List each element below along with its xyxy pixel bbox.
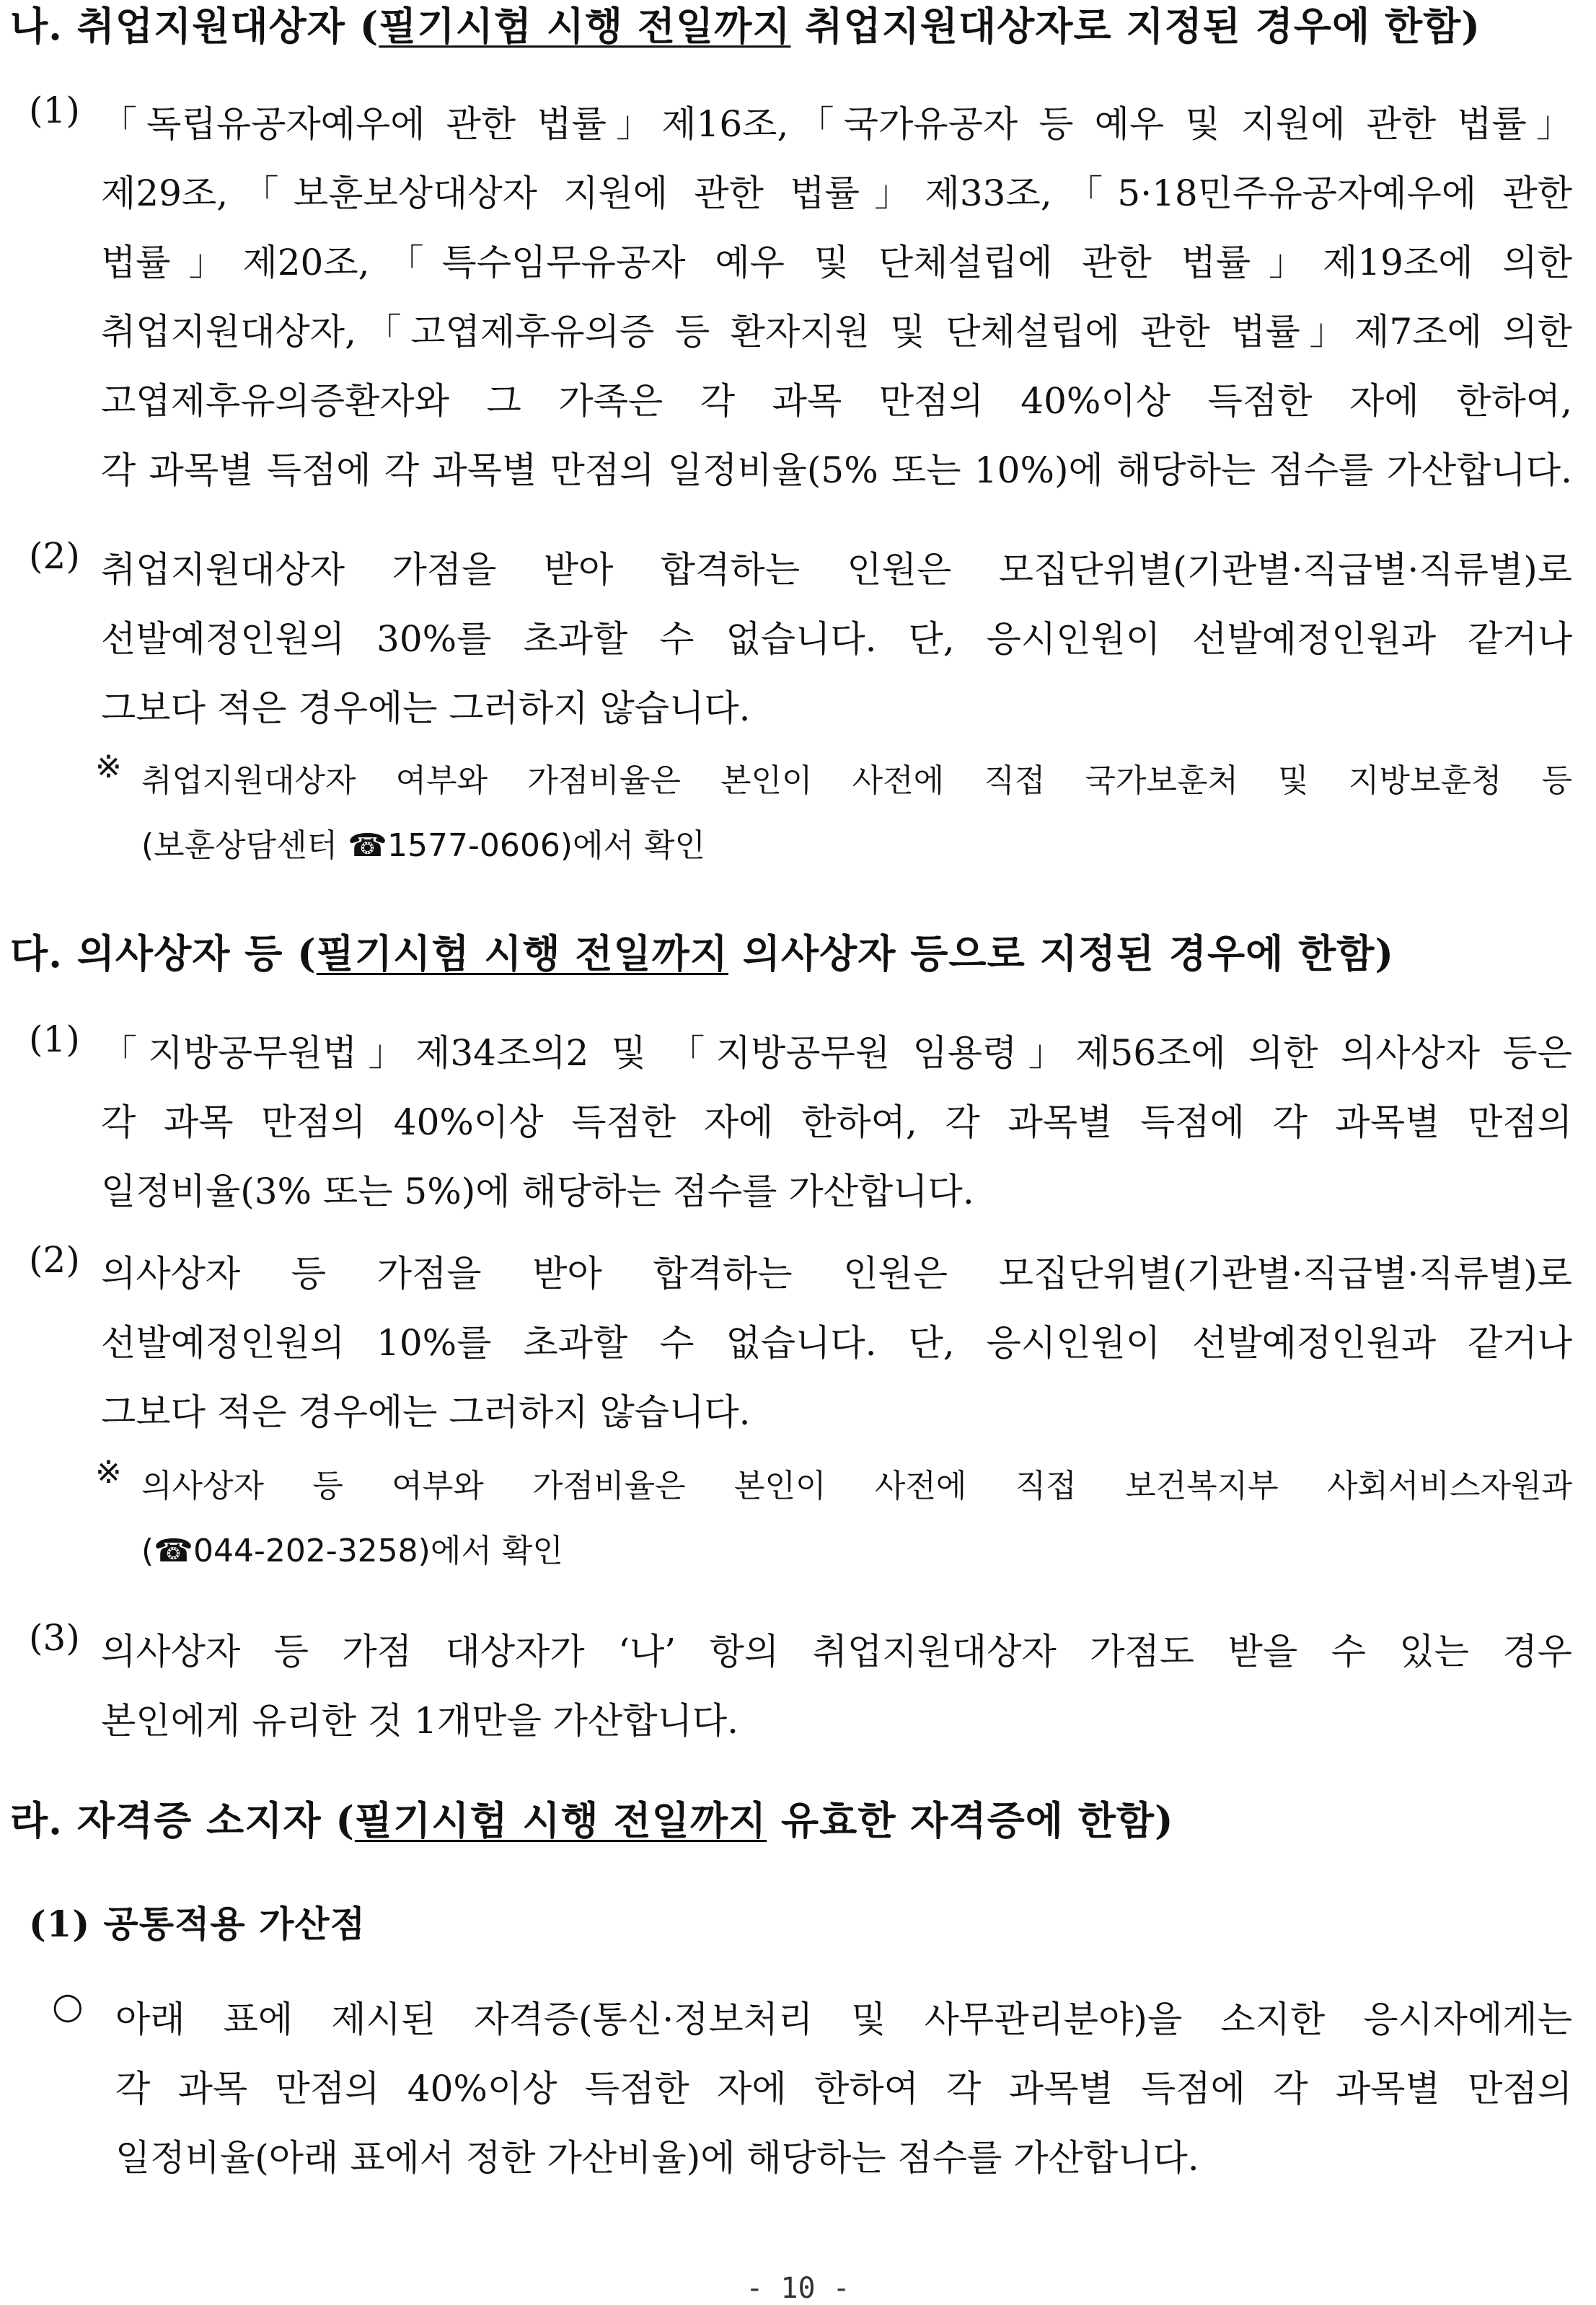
- section-da-item-2: [22, 1239, 1572, 1447]
- section-da-item-3: [22, 1617, 1572, 1755]
- text-line: 선발예정인원의 10%를 초과할 수 없습니다. 단, 응시인원이 선발예정인원과 같거나: [101, 1322, 1572, 1364]
- text-line: 제29조,「보훈보상대상자 지원에 관한 법률」제33조,「5·18민주유공자예우에 관한: [101, 172, 1572, 214]
- section-na-item-1: [22, 89, 1572, 505]
- item-number: (2): [29, 1239, 80, 1281]
- section-na-title-underlined: 필기시험 시행 전일까지: [379, 3, 791, 49]
- text-line: 취업지원대상자,「고엽제후유의증 등 환자지원 및 단체설립에 관한 법률」제7조에 의한: [101, 311, 1572, 353]
- text-line: 「지방공무원법」제34조의2 및 「지방공무원 임용령」제56조에 의한 의사상자 등은: [101, 1032, 1572, 1074]
- text-line: 의사상자 등 가점 대상자가 ‘나’ 항의 취업지원대상자 가점도 받을 수 있는 경우: [101, 1631, 1572, 1672]
- section-na-heading: [10, 3, 1481, 50]
- section-ra-heading: [10, 1797, 1174, 1844]
- section-ra-title-prefix: 라. 자격증 소지자 (: [10, 1797, 355, 1843]
- section-da-title-prefix: 다. 의사상자 등 (: [10, 930, 317, 977]
- text-line: 의사상자 등 가점을 받아 합격하는 인원은 모집단위별(기관별·직급별·직류별)로: [101, 1253, 1572, 1295]
- item-number: (2): [29, 535, 80, 577]
- text-line: 일정비율(아래 표에서 정한 가산비율)에 해당하는 점수를 가산합니다.: [115, 2137, 1199, 2179]
- section-na-title-prefix: 나. 취업지원대상자 (: [10, 3, 379, 49]
- section-da-title-underlined: 필기시험 시행 전일까지: [316, 930, 728, 977]
- text-line: 아래 표에 제시된 자격증(통신·정보처리 및 사무관리분야)을 소지한 응시자에게는: [115, 1998, 1572, 2040]
- text-line: 취업지원대상자 가점을 받아 합격하는 인원은 모집단위별(기관별·직급별·직류별)로: [101, 549, 1572, 591]
- text-line: 「독립유공자예우에 관한 법률」제16조,「국가유공자 등 예우 및 지원에 관한 법률」: [101, 103, 1572, 145]
- note-line: 의사상자 등 여부와 가점비율은 본인이 사전에 직접 보건복지부 사회서비스자원과: [141, 1468, 1572, 1504]
- text-line: 그보다 적은 경우에는 그러하지 않습니다.: [101, 1391, 751, 1433]
- item-number: (1): [29, 89, 80, 131]
- section-na-item-2: [22, 535, 1572, 743]
- note-line: (보훈상담센터 ☎1577-0606)에서 확인: [141, 827, 705, 864]
- section-da-heading: [10, 930, 1394, 977]
- note-mark-icon: ※: [95, 749, 122, 785]
- section-ra-title-underlined: 필기시험 시행 전일까지: [354, 1797, 767, 1843]
- item-number: (3): [29, 1617, 80, 1659]
- note-line: (☎044-202-3258)에서 확인: [141, 1533, 563, 1569]
- section-ra-title-suffix: 유효한 자격증에 한함): [767, 1797, 1174, 1843]
- text-line: 각 과목 만점의 40%이상 득점한 자에 한하여, 각 과목별 득점에 각 과목별 만점의: [101, 1101, 1572, 1143]
- text-line: 각 과목 만점의 40%이상 득점한 자에 한하여 각 과목별 득점에 각 과목별 만점의: [115, 2068, 1572, 2110]
- text-line: 각 과목별 득점에 각 과목별 만점의 일정비율(5% 또는 10%)에 해당하는 점수를 가산합니다.: [101, 449, 1572, 491]
- text-line: 법률」제20조,「특수임무유공자 예우 및 단체설립에 관한 법률」제19조에 의한: [101, 242, 1572, 283]
- section-ra-bullet: [22, 1985, 1572, 2192]
- section-na-title-suffix: 취업지원대상자로 지정된 경우에 한함): [790, 3, 1481, 49]
- text-line: 본인에게 유리한 것 1개만을 가산합니다.: [101, 1700, 739, 1742]
- note-line: 취업지원대상자 여부와 가점비율은 본인이 사전에 직접 국가보훈처 및 지방보훈청 등: [141, 762, 1572, 799]
- text-line: 고엽제후유의증환자와 그 가족은 각 과목 만점의 40%이상 득점한 자에 한하여,: [101, 380, 1572, 422]
- section-da-note: [95, 1454, 1572, 1584]
- section-da-title-suffix: 의사상자 등으로 지정된 경우에 한함): [728, 930, 1394, 977]
- text-line: 일정비율(3% 또는 5%)에 해당하는 점수를 가산합니다.: [101, 1171, 974, 1212]
- text-line: 그보다 적은 경우에는 그러하지 않습니다.: [101, 687, 751, 729]
- note-mark-icon: ※: [95, 1454, 122, 1491]
- item-number: (1): [29, 1018, 80, 1060]
- section-na-note: [95, 749, 1572, 878]
- section-ra-subheading: (1) 공통적용 가산점: [29, 1903, 366, 1945]
- bullet-circle-icon: ○: [52, 1985, 84, 2027]
- text-line: 선발예정인원의 30%를 초과할 수 없습니다. 단, 응시인원이 선발예정인원과 같거나: [101, 618, 1572, 660]
- section-da-item-1: [22, 1018, 1572, 1226]
- page-number: - 10 -: [746, 2272, 850, 2305]
